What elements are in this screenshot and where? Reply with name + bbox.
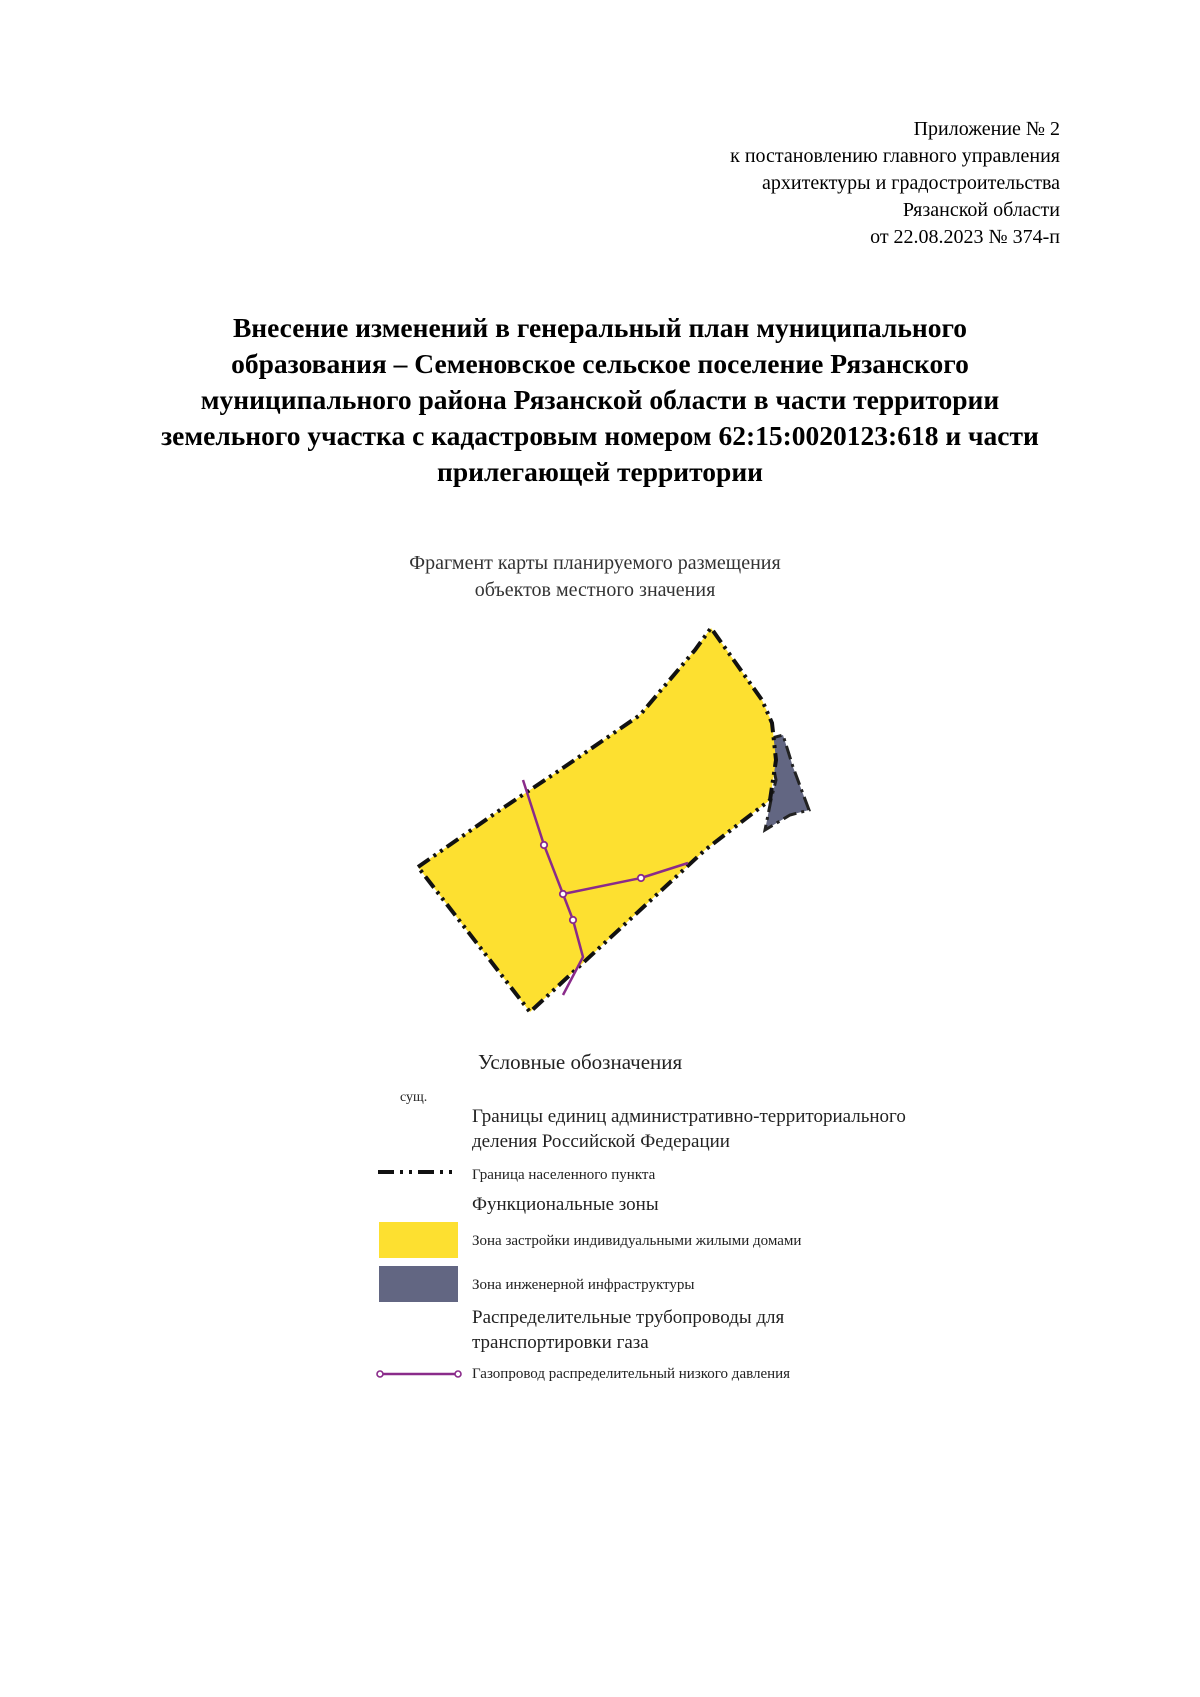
pipeline-node bbox=[541, 842, 547, 848]
legend-residential-zone-label: Зона застройки индивидуальными жилыми домами bbox=[472, 1233, 802, 1249]
attachment-date-number: от 22.08.2023 № 374-п bbox=[870, 226, 1060, 248]
document-title-line: земельного участка с кадастровым номером 62:15:0020123:618 и части bbox=[161, 420, 1039, 451]
document-title-line: Внесение изменений в генеральный план муниципального bbox=[232, 312, 968, 343]
legend-gas-pipeline-label: Газопровод распределительный низкого давления bbox=[472, 1366, 791, 1382]
pipeline-node bbox=[560, 891, 566, 897]
legend-functional-zones-heading: Функциональные зоны bbox=[472, 1194, 659, 1215]
legend-admin-boundaries-line: деления Российской Федерации bbox=[472, 1131, 730, 1152]
legend-heading: Условные обозначения bbox=[478, 1050, 683, 1074]
legend-pipeline-node bbox=[455, 1371, 461, 1377]
pipeline-node bbox=[638, 875, 644, 881]
legend-residential-swatch bbox=[379, 1222, 458, 1258]
document-title-line: муниципального района Рязанской области в части территории bbox=[200, 384, 1000, 415]
document-title-line: образования – Семеновское сельское поселение Рязанского bbox=[231, 348, 969, 379]
attachment-line: к постановлению главного управления bbox=[730, 145, 1060, 167]
legend-admin-boundaries-line: Границы единиц административно-территориального bbox=[472, 1106, 906, 1127]
legend-existing-marker: сущ. bbox=[400, 1090, 428, 1105]
legend-admin-boundaries bbox=[472, 1104, 906, 1154]
legend-infrastructure-swatch bbox=[379, 1266, 458, 1302]
map-title-line: объектов местного значения bbox=[474, 579, 716, 601]
legend-pipeline-node bbox=[377, 1371, 383, 1377]
legend-pipelines-line: транспортировки газа bbox=[472, 1332, 649, 1353]
residential-zone-area bbox=[418, 628, 776, 1012]
map-title-line: Фрагмент карты планируемого размещения bbox=[409, 552, 781, 574]
attachment-line: Приложение № 2 bbox=[913, 118, 1060, 140]
attachment-line: архитектуры и градостроительства bbox=[762, 172, 1060, 194]
legend-infrastructure-zone-label: Зона инженерной инфраструктуры bbox=[472, 1277, 695, 1293]
legend-settlement-boundary-label: Граница населенного пункта bbox=[472, 1167, 656, 1183]
legend-pipelines-heading bbox=[472, 1305, 784, 1355]
attachment-line: Рязанской области bbox=[902, 199, 1060, 221]
legend-pipelines-line: Распределительные трубопроводы для bbox=[472, 1307, 785, 1328]
document-title-line: прилегающей территории bbox=[436, 456, 764, 487]
pipeline-node bbox=[570, 917, 576, 923]
